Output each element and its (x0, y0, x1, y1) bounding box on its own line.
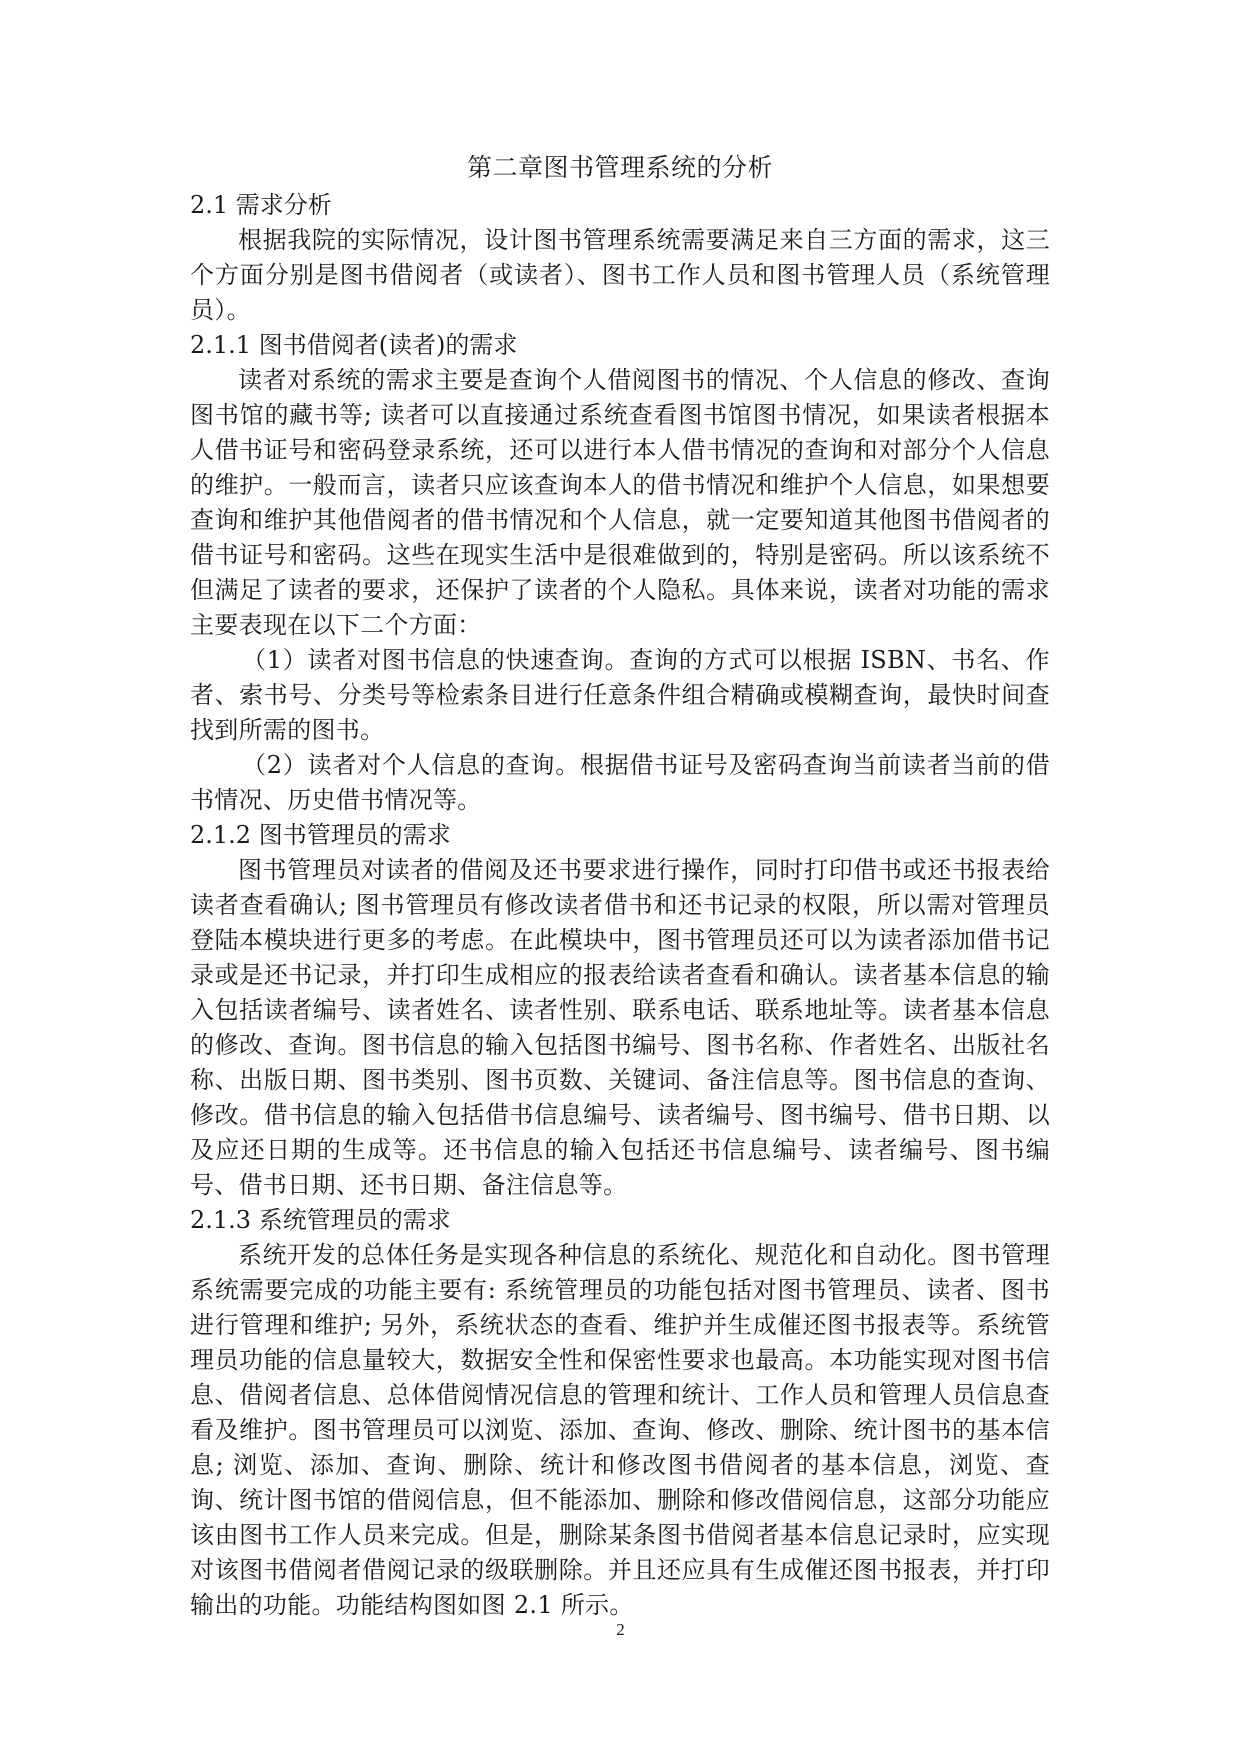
paragraph: 图书管理员对读者的借阅及还书要求进行操作，同时打印借书或还书报表给读者查看确认; 图书管理员有修改读者借书和还书记录的权限，所以需对管理员登陆本模块进行更多的考虑。在此模块中，图书管理员还可以为读者添加借书记录或是还书记录，并打印生成相应的报表给读者查看和确认。读者基本信息的输入包括读者编号、读者姓名、读者性别、联系电话、联系地址等。读者基本信息的修改、查询。图书信息的输入包括图书编号、图书名称、作者姓名、出版社名称、出版日期、图书类别、图书页数、关键词、备注信息等。图书信息的查询、修改。借书信息的输入包括借书信息编号、读者编号、图书编号、借书日期、以及应还日期的生成等。还书信息的输入包括还书信息编号、读者编号、图书编号、借书日期、还书日期、备注信息等。 (190, 856, 1050, 1199)
paragraph: 根据我院的实际情况，设计图书管理系统需要满足来自三方面的需求，这三个方面分别是图书借阅者（或读者）、图书工作人员和图书管理人员（系统管理员）。 (190, 226, 1050, 324)
document-page (190, 148, 1050, 1623)
chapter-title: 第二章图书管理系统的分析 (466, 153, 773, 182)
paragraph: 系统开发的总体任务是实现各种信息的系统化、规范化和自动化。图书管理系统需要完成的功能主要有: 系统管理员的功能包括对图书管理员、读者、图书进行管理和维护; 另外，系统状态的查看、维护并生成催还图书报表等。系统管理员功能的信息量较大，数据安全性和保密性要求也最高。本功能实现对图书信息、借阅者信息、总体借阅情况信息的管理和统计、工作人员和管理人员信息查看及维护。图书管理员可以浏览、添加、查询、修改、删除、统计图书的基本信息; 浏览、添加、查询、删除、统计和修改图书借阅者的基本信息，浏览、查询、统计图书馆的借阅信息，但不能添加、删除和修改借阅信息，这部分功能应该由图书工作人员来完成。但是，删除某条图书借阅者基本信息记录时，应实现对该图书借阅者借阅记录的级联删除。并且还应具有生成催还图书报表，并打印输出的功能。功能结构图如图 2.1 所示。 (190, 1241, 1050, 1619)
page-number: 2 (616, 1620, 625, 1639)
list-item: （1）读者对图书信息的快速查询。查询的方式可以根据 ISBN、书名、作者、索书号、分类号等检索条目进行任意条件组合精确或模糊查询，最快时间查找到所需的图书。 (190, 646, 1050, 744)
paragraph: 读者对系统的需求主要是查询个人借阅图书的情况、个人信息的修改、查询图书馆的藏书等; 读者可以直接通过系统查看图书馆图书情况，如果读者根据本人借书证号和密码登录系统，还可以进行本人借书情况的查询和对部分个人信息的维护。一般而言，读者只应该查询本人的借书情况和维护个人信息，如果想要查询和维护其他借阅者的借书情况和个人信息，就一定要知道其他图书借阅者的借书证号和密码。这些在现实生活中是很难做到的，特别是密码。所以该系统不但满足了读者的要求，还保护了读者的个人隐私。具体来说，读者对功能的需求主要表现在以下二个方面： (190, 366, 1050, 639)
section-heading-2-1-2: 2.1.2 图书管理员的需求 (190, 821, 451, 849)
section-heading-2-1-3: 2.1.3 系统管理员的需求 (190, 1206, 451, 1234)
list-item: （2）读者对个人信息的查询。根据借书证号及密码查询当前读者当前的借书情况、历史借书情况等。 (190, 751, 1050, 814)
section-heading-2-1: 2.1 需求分析 (190, 191, 332, 219)
section-heading-2-1-1: 2.1.1 图书借阅者(读者)的需求 (190, 331, 518, 359)
